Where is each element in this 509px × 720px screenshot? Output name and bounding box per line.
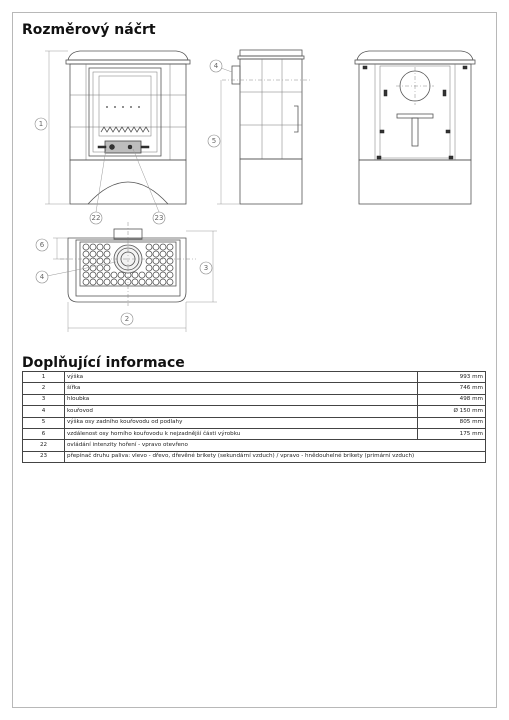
table-row — [23, 451, 486, 462]
svg-text:2: 2 — [124, 315, 130, 323]
callout-22 — [90, 212, 102, 224]
row-number: 2 — [23, 383, 65, 394]
dimension-drawings — [0, 0, 509, 350]
row-number: 4 — [23, 406, 65, 417]
row-label: výška osy zadního kouřovodu od podlahy — [65, 417, 418, 428]
svg-text:6: 6 — [39, 241, 45, 249]
row-number: 6 — [23, 428, 65, 439]
callout-23 — [153, 212, 165, 224]
svg-text:5: 5 — [211, 137, 217, 145]
row-value: 993 mm — [417, 372, 485, 383]
row-number: 1 — [23, 372, 65, 383]
row-value: 805 mm — [417, 417, 485, 428]
callout-4-top — [36, 271, 48, 283]
svg-text:4: 4 — [213, 62, 219, 70]
row-number: 3 — [23, 394, 65, 405]
callout-3 — [200, 262, 212, 274]
callout-4-side — [210, 60, 222, 72]
row-value: 175 mm — [417, 428, 485, 439]
rear-view-drawing — [355, 51, 475, 204]
callout-6 — [36, 239, 48, 251]
callout-5 — [208, 135, 220, 147]
callout-2 — [121, 313, 133, 325]
table-row — [23, 372, 486, 383]
table-row — [23, 440, 486, 451]
table-row — [23, 417, 486, 428]
row-value: Ø 150 mm — [417, 406, 485, 417]
row-number: 22 — [23, 440, 65, 451]
callout-1 — [35, 118, 47, 130]
row-label: hloubka — [65, 394, 418, 405]
sketch-title: Rozměrový náčrt — [22, 22, 156, 38]
info-title: Doplňující informace — [22, 355, 185, 371]
table-row — [23, 428, 486, 439]
svg-text:3: 3 — [203, 264, 209, 272]
row-label: ovládání intenzity hoření - vpravo otevřeno — [65, 440, 486, 451]
table-row — [23, 394, 486, 405]
row-label: přepínač druhu paliva: vlevo - dřevo, dřevěné brikety (sekundární vzduch) / vpravo - hnědouhelné brikety (primární vzduch) — [65, 451, 486, 462]
row-value: 746 mm — [417, 383, 485, 394]
table-row — [23, 406, 486, 417]
row-label: šířka — [65, 383, 418, 394]
front-view-drawing — [45, 51, 190, 204]
svg-text:1: 1 — [38, 120, 44, 128]
info-table — [22, 371, 486, 463]
svg-text:4: 4 — [39, 273, 45, 281]
table-row — [23, 383, 486, 394]
side-view-drawing — [217, 50, 310, 204]
row-value: 498 mm — [417, 394, 485, 405]
row-label: kouřovod — [65, 406, 418, 417]
row-number: 5 — [23, 417, 65, 428]
row-label: vzdálenost osy horního kouřovodu k nejzadnější části výrobku — [65, 428, 418, 439]
svg-text:22: 22 — [91, 214, 101, 222]
svg-text:23: 23 — [154, 214, 164, 222]
row-number: 23 — [23, 451, 65, 462]
row-label: výška — [65, 372, 418, 383]
